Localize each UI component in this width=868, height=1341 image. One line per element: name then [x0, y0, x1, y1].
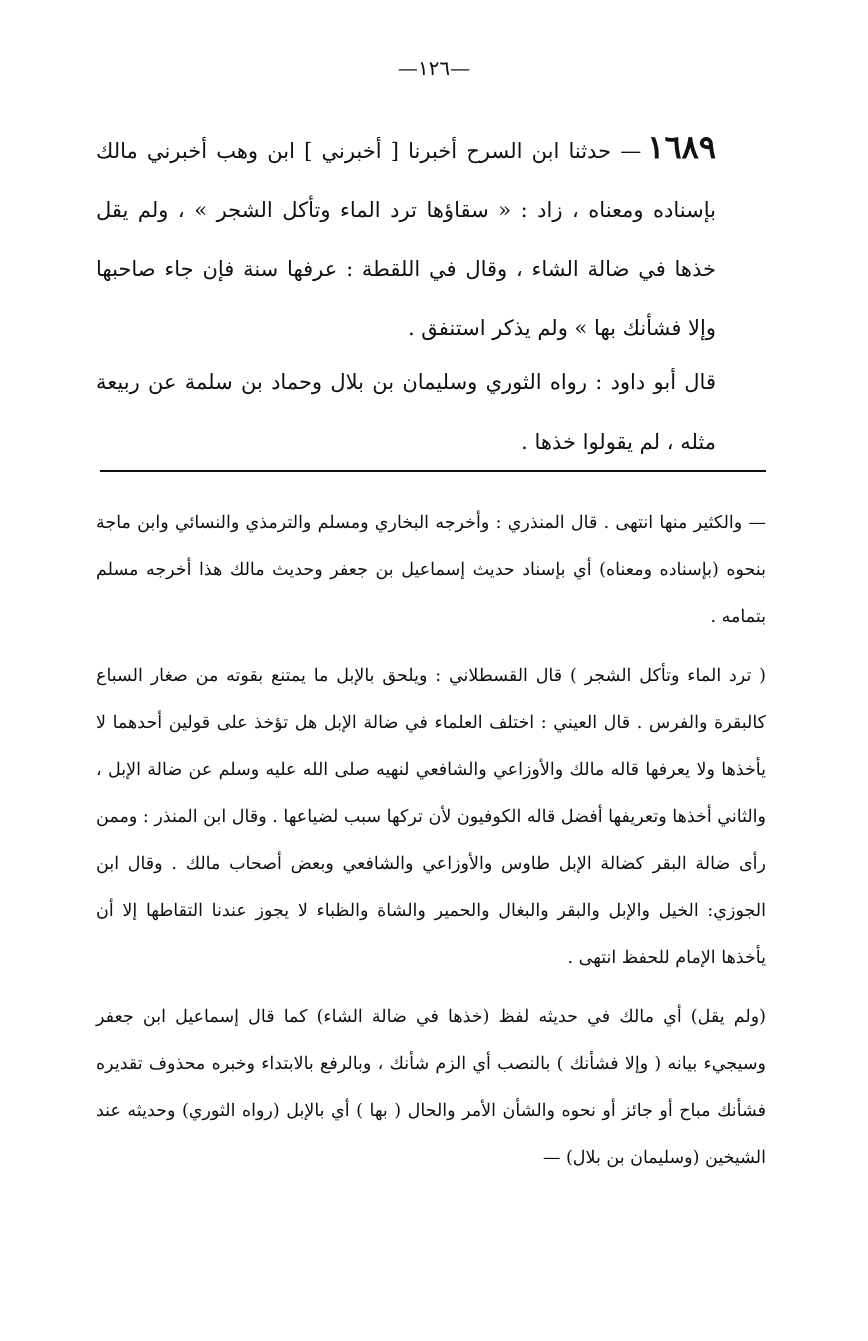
abu-dawud-note: قال أبو داود : رواه الثوري وسليمان بن بلال وحماد بن سلمة عن ربيعة مثله ، لم يقولوا خذها . [96, 370, 716, 454]
hadith-number: ١٦٨٩ [647, 128, 716, 166]
commentary-paragraph: (ولم يقل) أي مالك في حديثه لفظ (خذها في ضالة الشاء) كما قال إسماعيل ابن جعفر وسيجيء بيانه ( وإلا فشأنك ) بالنصب أي الزم شأنك ، وبالرفع بالابتداء وخبره محذوف تقديره فشأنك مباح أو جائز أو نحوه والشأن الأمر والحال ( بها ) أي بالإبل (رواه الثوري) وحديثه عند الشيخين (وسليمان بن بلال) — [96, 1007, 766, 1168]
hadith-block [96, 118, 716, 358]
commentary-block [96, 500, 766, 1194]
page-number: —١٢٦— [397, 56, 471, 80]
hadith-text: — حدثنا ابن السرح أخبرنا [ أخبرني ] ابن وهب أخبرني مالك بإسناده ومعناه ، زاد : « سقاؤها ترد الماء وتأكل الشجر » ، ولم يقل خذها في ضالة الشاء ، وقال في اللقطة : عرفها سنة فإن جاء صاحبها وإلا فشأنك بها » ولم يذكر استنفق . [96, 139, 716, 340]
commentary-paragraph: — والكثير منها انتهى . قال المنذري : وأخرجه البخاري ومسلم والترمذي والنسائي وابن ماجة بنحوه (بإسناده ومعناه) أي بإسناد حديث إسماعيل بن جعفر وحديث مالك هذا أخرجه مسلم بتمامه . [96, 513, 766, 627]
commentary-paragraph: ( ترد الماء وتأكل الشجر ) قال القسطلاني : ويلحق بالإبل ما يمتنع بقوته من صغار السباع كالبقرة والفرس . قال العيني : اختلف العلماء في ضالة الإبل هل تؤخذ على قولين أحدهما لا يأخذها ولا يعرفها قاله مالك والأوزاعي والشافعي لنهيه صلى الله عليه وسلم عن ضالة الإبل ، والثاني أخذها وتعريفها أفضل قاله الكوفيون لأن تركها سبب لضياعها . وقال ابن المنذر : وممن رأى ضالة البقر كضالة الإبل طاوس والأوزاعي والشافعي وبعض أصحاب مالك . وقال ابن الجوزي: الخيل والإبل والبقر والبغال والحمير والشاة والظباء لا يجوز عندنا التقاطها إلا أن يأخذها الإمام للحفظ انتهى . [96, 666, 766, 968]
footnote-divider [100, 470, 766, 472]
